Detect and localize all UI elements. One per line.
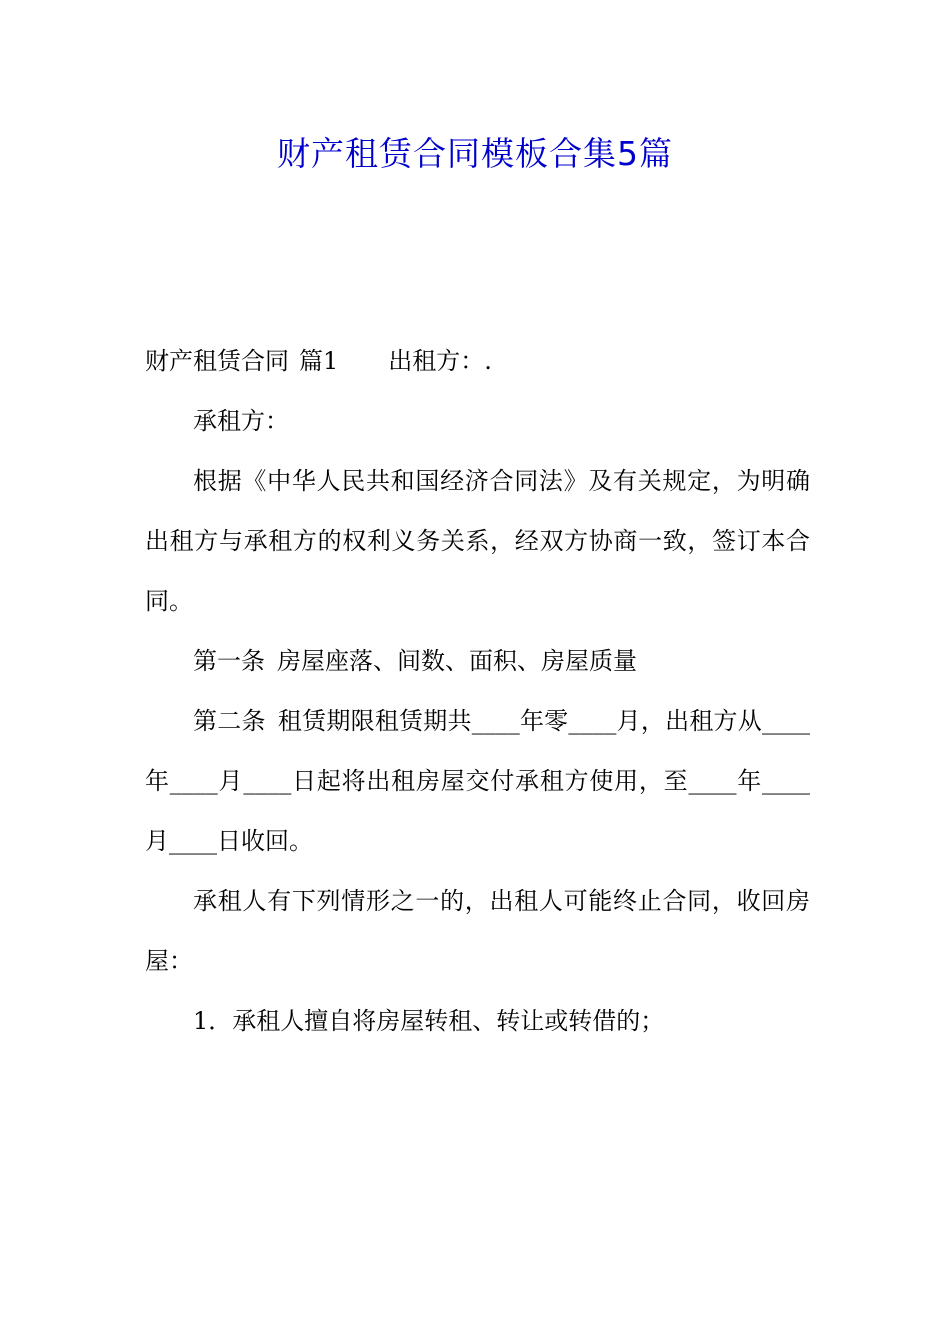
article-1 (145, 631, 810, 691)
list-item-1: 1．承租人擅自将房屋转租、转让或转借的； (193, 1007, 665, 1035)
lessor-line: 出租方：. (388, 347, 492, 375)
intro-paragraph: 根据《中华人民共和国经济合同法》及有关规定，为明确出租方与承租方的权利义务关系，经双方协商一致，签订本合同。 (145, 467, 810, 615)
document-title: 财产租赁合同模板合集5篇 (277, 134, 673, 173)
contract-heading-part: 篇1 (299, 347, 339, 375)
article-2-text: 租赁期限租赁期共____年零____月，出租方从____年____月____日起将出租房屋交付承租方使用，至____年____月____日收回。 (145, 707, 811, 855)
heading-line (145, 331, 810, 391)
article-2-label: 第二条 (193, 707, 266, 735)
termination-intro: 承租人有下列情形之一的，出租人可能终止合同，收回房屋： (145, 887, 810, 975)
lessee-line: 承租方： (193, 407, 289, 435)
article-1-text: 房屋座落、间数、面积、房屋质量 (277, 647, 637, 675)
contract-heading-label: 财产租赁合同 (145, 347, 289, 375)
article-1-label: 第一条 (193, 647, 265, 675)
article-2 (145, 691, 810, 871)
document-body (145, 331, 810, 1051)
